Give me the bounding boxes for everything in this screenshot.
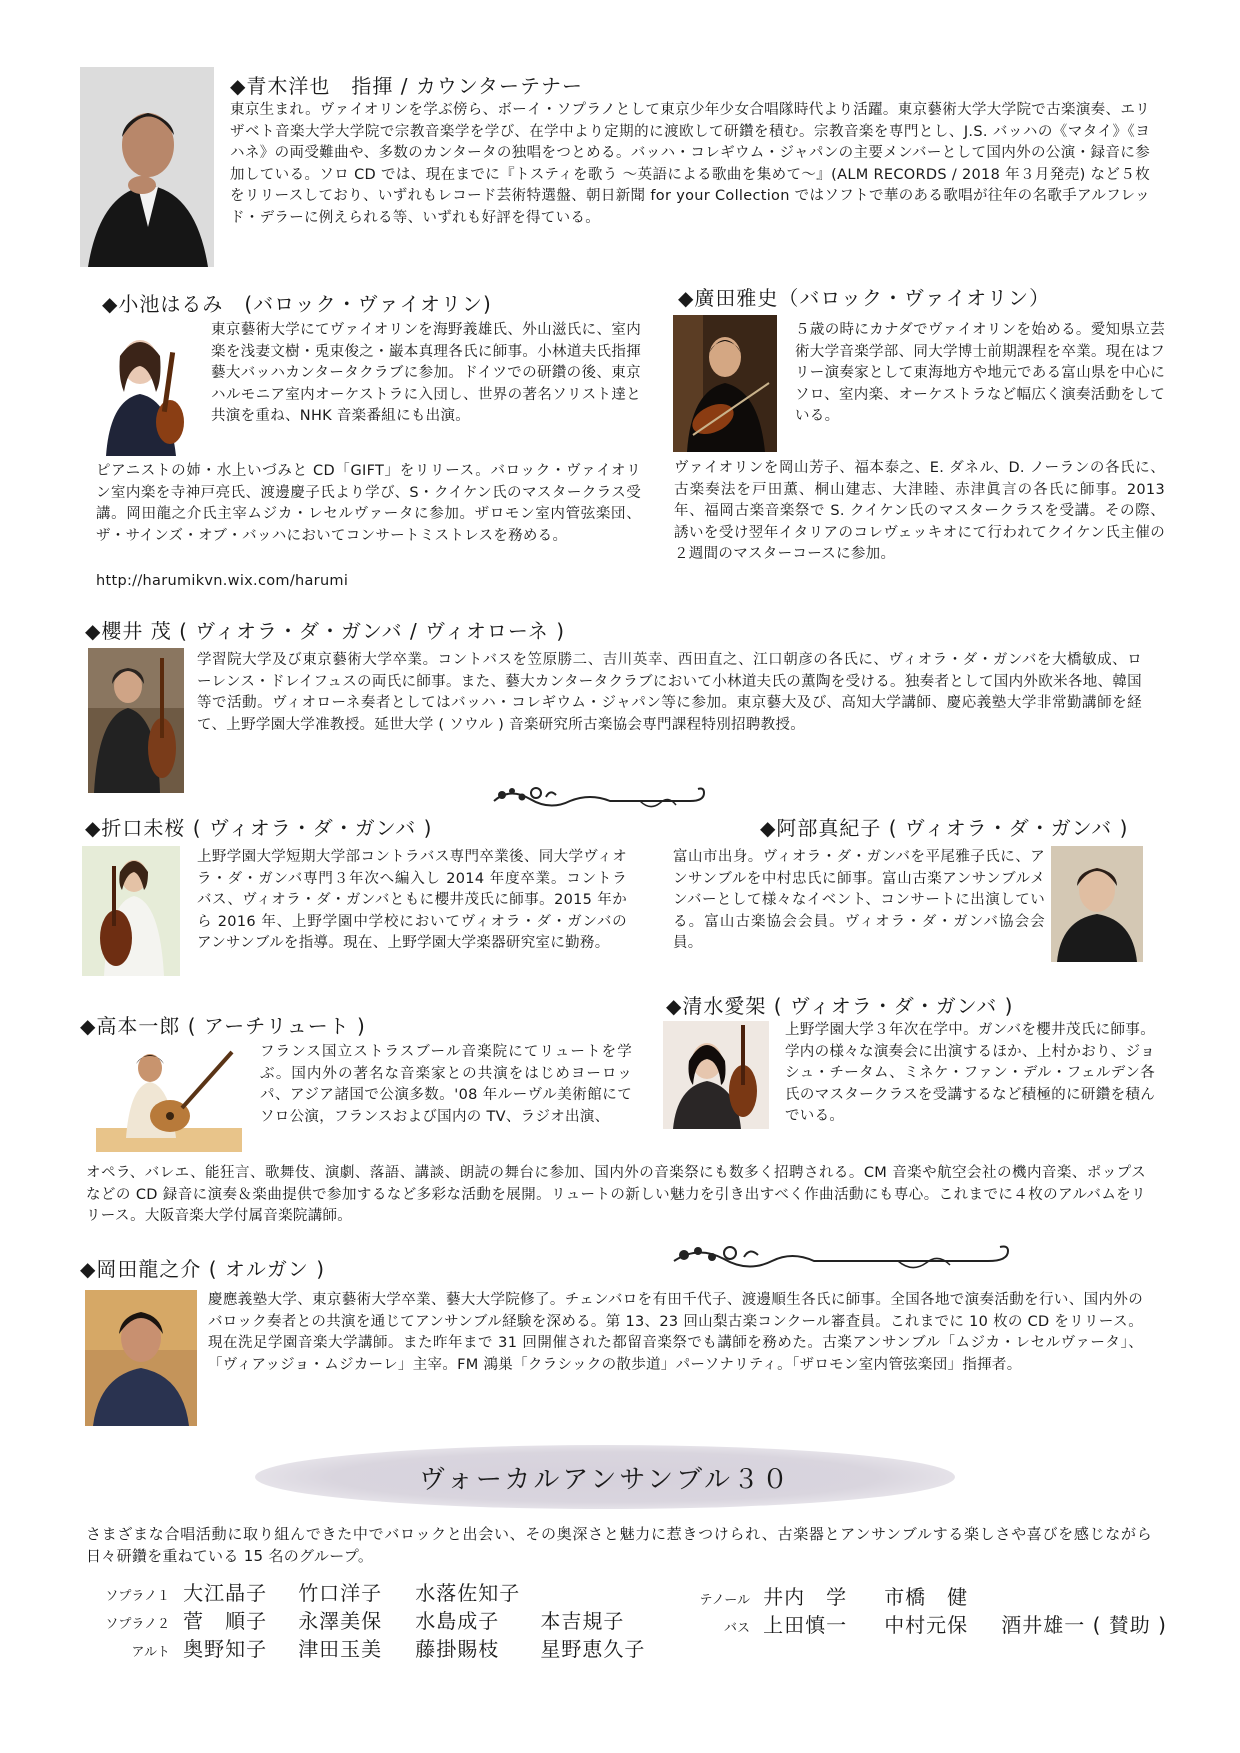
orikuchi-heading: ◆折口未桜 ( ヴィオラ・ダ・ガンバ ) [85,816,433,840]
koike-url[interactable]: http://harumikvn.wix.com/harumi [96,573,349,589]
part-member: 竹口洋子 [298,1581,383,1605]
orikuchi-bio: 上野学園大学短期大学部コントラバス専門卒業後、同大学ヴィオラ・ダ・ガンバ専門３年次へ編入し 2014 年度卒業。コントラバス、ヴィオラ・ダ・ガンバともに櫻井茂氏に師事。2015 年から 2016 年、上野学園中学校においてヴィオラ・ダ・ガンバのアンサンブルを指導。現在、上野学園大学楽器研究室に勤務。 [197,849,627,951]
hirota-bio-2: ヴァイオリンを岡山芳子、福本泰之、E. ダネル、D. ノーランの各氏に、古楽奏法を戸田薫、桐山建志、大津睦、赤津眞言の各氏に師事。2013 年、福岡古楽音楽祭で S. クイケン氏のマスタークラスを受講。その際、誘いを受け翌年イタリアのコレヴェッキオにて行われてクイケン氏主催の２週間のマスターコースに参加。 [674,460,1165,562]
okada-photo [85,1290,197,1426]
takamoto-bio-2: オペラ、バレエ、能狂言、歌舞伎、演劇、落語、講談、朗読の舞台に参加、国内外の音楽祭にも数多く招聘される。CM 音楽や航空会社の機内音楽、ポップスなどの CD 録音に演奏＆楽曲提供で参加するなど多彩な活動を展開。リュートの新しい魅力を引き出すべく作曲活動にも専心。これまでに４枚のアルバムをリリース。大阪音楽大学付属音楽院講師。 [86,1165,1146,1224]
ensemble-description: さまざまな合唱活動に取り組んできた中でバロックと出会い、その奥深さと魅力に惹きつけられ、古楽器とアンサンブルする楽しさや喜びを感じながら日々研鑽を重ねている 15 名のグループ。 [86,1525,1152,1565]
part-role: ソプラノ２ [105,1617,170,1632]
takamoto-bio-1: フランス国立ストラスブール音楽院にてリュートを学ぶ。国内外の著名な音楽家との共演をはじめヨーロッパ、アジア諸国で公演多数。'08 年ルーヴル美術館にてソロ公演，フランスおよび国内の TV、ラジオ出演、 [260,1044,632,1125]
ensemble-title-banner [255,1445,955,1509]
ensemble-part-soprano1 [86,1577,545,1606]
part-member: 津田玉美 [298,1637,383,1661]
orikuchi-photo [82,846,180,976]
abe-heading: ◆阿部真紀子 ( ヴィオラ・ダ・ガンバ ) [760,816,1129,840]
koike-heading: ◆小池はるみ (バロック・ヴァイオリン) [102,292,492,316]
koike-bio-2: ピアニストの姉・水上いづみと CD「GIFT」をリリース。バロック・ヴァイオリン室内楽を寺神戸亮氏、渡邊慶子氏より学び、S・クイケン氏のマスタークラス受講。岡田龍之介氏主宰ムジカ・レセルヴァータに参加。ザロモン室内管弦楽団、ザ・サインズ・オブ・バッハにおいてコンサートミストレスを務める。 [96,463,641,544]
sakurai-heading: ◆櫻井 茂 ( ヴィオラ・ダ・ガンバ / ヴィオローネ ) [85,619,566,643]
ensemble-part-alto [86,1633,670,1662]
ornament-divider-2 [668,1243,1020,1277]
hirota-photo [673,315,777,452]
abe-bio: 富山市出身。ヴィオラ・ダ・ガンバを平尾雅子氏に、アンサンブルを中村忠氏に師事。富山古楽アンサンブルメンバーとして様々なイベント、コンサートに出演している。富山古楽協会会員。ヴィオラ・ダ・ガンバ協会会員。 [673,849,1045,951]
okada-bio: 慶應義塾大学、東京藝術大学卒業、藝大大学院修了。チェンバロを有田千代子、渡邊順生各氏に師事。全国各地で演奏活動を行い、国内外のバロック奏者との共演を通じてアンサンブル経験を深める。第 13、23 回山梨古楽コンクール審査員。これまでに 10 枚の CD をリリース。現在洗足学園音楽大学講師。また昨年まで 31 回開催された都留音楽祭でも講師を務めた。古楽アンサンブル「ムジカ・レセルヴァータ」、「ヴィアッジョ・ムジカーレ」主宰。FM 鴻巣「クラシックの散歩道」パーソナリティ。「ザロモン室内管弦楽団」指揮者。 [208,1292,1143,1373]
aoki-photo [80,67,214,267]
ornament-divider [490,785,712,815]
part-member: 酒井雄一 ( 賛助 ) [1001,1613,1167,1637]
hirota-bio-1: ５歳の時にカナダでヴァイオリンを始める。愛知県立芸術大学音楽学部、同大学博士前期課程を卒業。現在はフリー演奏家として東海地方や地元である富山県を中心にソロ、室内楽、オーケストラなど幅広く演奏活動をしている。 [795,322,1165,424]
part-member: 本吉規子 [540,1609,625,1633]
ensemble-part-bass [670,1609,1181,1638]
ensemble-part-soprano2 [86,1605,650,1634]
okada-heading: ◆岡田龍之介 ( オルガン ) [80,1257,326,1281]
part-member: 市橋 健 [884,1585,969,1609]
sakurai-bio: 学習院大学及び東京藝術大学卒業。コントバスを笠原勝二、吉川英幸、西田直之、江口朝彦の各氏に、ヴィオラ・ダ・ガンバを大橋敏成、ローレンス・ドレイフュスの両氏に師事。また、藝大カンタータクラブにおいて小林道夫氏の薫陶を受ける。独奏者として国内外欧米各地、韓国等で活動。ヴィオローネ奏者としてはバッハ・コレギウム・ジャパン等に参加。東京藝大及び、高知大学講師、慶応義塾大学非常勤講師を経て、上野学園大学准教授。延世大学 ( ソウル ) 音楽研究所古楽協会専門課程特別招聘教授。 [197,652,1142,733]
part-member: 井内 学 [763,1585,848,1609]
aoki-bio: 東京生まれ。ヴァイオリンを学ぶ傍ら、ボーイ・ソプラノとして東京少年少女合唱隊時代より活躍。東京藝術大学大学院で古楽演奏、エリザベト音楽大学大学院で宗教音楽学を学び、在学中より定期的に渡欧して研鑽を積む。宗教音楽を専門とし、J.S. バッハの《マタイ》《ヨハネ》の両受難曲や、多数のカンタータの独唱をつとめる。バッハ・コレギウム・ジャパンの主要メンバーとして国内外の公演・録音に参加している。ソロ CD では、現在までに『トスティを歌う 〜英語による歌曲を集めて〜』(ALM RECORDS / 2018 年３月発売) など５枚をリリースしており、いずれもレコード芸術特選盤、朝日新聞 for your Collection ではソフトで華のある歌唱が往年の名歌手アルフレッド・デラーに例えられる等、いずれも好評を得ている。 [230,102,1150,226]
abe-photo [1051,846,1143,962]
part-member: 中村元保 [884,1613,969,1637]
part-member: 永澤美保 [298,1609,383,1633]
takamoto-heading: ◆高本一郎 ( アーチリュート ) [80,1014,366,1038]
koike-photo [100,322,202,456]
part-member: 菅 順子 [183,1609,268,1633]
part-member: 水島成子 [415,1609,500,1633]
part-member: 上田慎一 [763,1613,848,1637]
koike-bio-1: 東京藝術大学にてヴァイオリンを海野義雄氏、外山滋氏に、室内楽を浅妻文樹・兎束俊之・巌本真理各氏に師事。小林道夫氏指揮 藝大バッハカンタータクラブに参加。ドイツでの研鑽の後、東京ハルモニア室内オーケストラに入団し、世界の著名ソリスト達と共演を重ね、NHK 音楽番組にも出演。 [211,322,641,424]
part-role: アルト [131,1645,170,1660]
part-member: 大江晶子 [183,1581,268,1605]
sakurai-photo [88,648,184,793]
part-member: 奥野知子 [183,1637,268,1661]
aoki-heading: ◆青木洋也 指揮 / カウンターテナー [230,74,584,98]
hirota-heading: ◆廣田雅史（バロック・ヴァイオリン） [678,286,1051,310]
shimizu-bio: 上野学園大学３年次在学中。ガンバを櫻井茂氏に師事。学内の様々な演奏会に出演するほか、上村かおり、ジョシュ・チータム、ミネケ・ファン・デル・フェルデン各氏のマスタークラスを受講するなど積極的に研鑽を積んでいる。 [785,1022,1155,1124]
shimizu-heading: ◆清水愛架 ( ヴィオラ・ダ・ガンバ ) [666,994,1014,1018]
part-role: バス [723,1621,750,1636]
ensemble-part-tenor [670,1581,996,1610]
part-member: 水落佐知子 [415,1581,521,1605]
shimizu-photo [663,1021,769,1129]
part-member: 藤掛賜枝 [415,1637,500,1661]
takamoto-photo [96,1042,242,1152]
part-role: ソプラノ１ [105,1589,170,1604]
part-role: テノール [699,1593,750,1608]
ensemble-title: ヴォーカルアンサンブル３０ [418,1464,792,1495]
part-member: 星野恵久子 [540,1637,646,1661]
